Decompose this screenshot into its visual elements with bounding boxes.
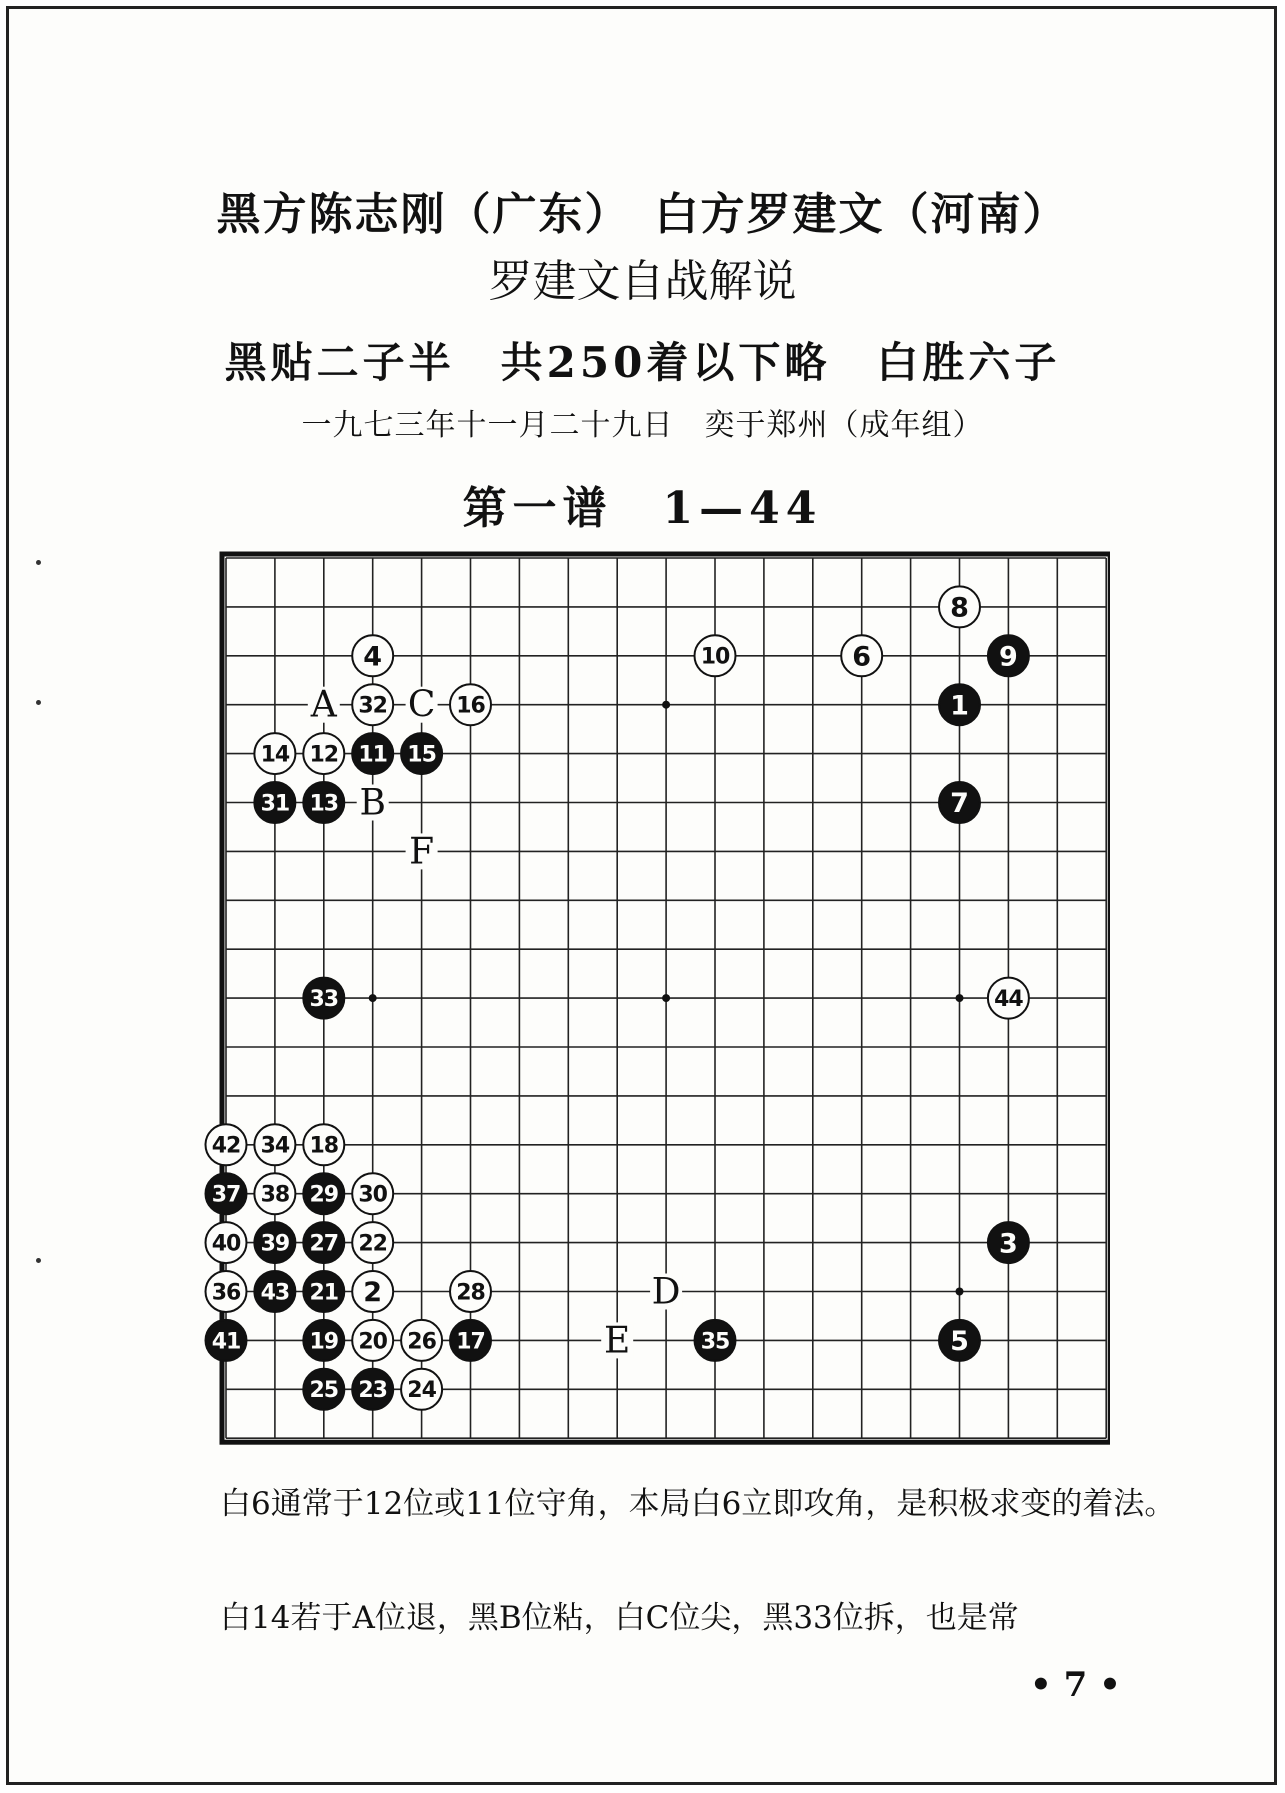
stone-number: 21 — [309, 1280, 339, 1306]
stone-number: 32 — [358, 693, 388, 719]
date-place-line: 一九七三年十一月二十九日 奕于郑州（成年组） — [301, 408, 984, 443]
stone-number: 4 — [363, 641, 383, 673]
stone-number: 42 — [211, 1133, 241, 1159]
stone-number: 20 — [358, 1329, 388, 1355]
commentary-paragraph-2: 白14若于A位退，黑B位粘，白C位尖，黑33位拆，也是常 — [220, 1600, 1019, 1636]
stone-number: 38 — [260, 1182, 290, 1208]
stone-number: 29 — [309, 1182, 339, 1208]
stone-number: 33 — [309, 987, 339, 1013]
stone-number: 17 — [456, 1329, 485, 1355]
stone-number: 44 — [994, 987, 1023, 1013]
scan-speck — [36, 1258, 41, 1263]
stone-number: 14 — [260, 742, 290, 768]
stone-number: 28 — [456, 1280, 485, 1306]
star-point — [956, 1288, 964, 1296]
commentary-paragraph-1: 白6通常于12位或11位守角，本局白6立即攻角，是积极求变的着法。 — [220, 1486, 1176, 1522]
scan-speck — [36, 700, 41, 705]
stone-number: 31 — [260, 791, 290, 817]
star-point — [662, 701, 670, 709]
stone-number: 11 — [358, 742, 388, 768]
chapter-heading: 第一谱 1—44 — [462, 483, 823, 534]
stone-number: 27 — [309, 1231, 339, 1257]
marker-D: D — [651, 1271, 681, 1313]
star-point — [369, 994, 377, 1002]
stone-number: 5 — [950, 1326, 969, 1358]
stone-number: 13 — [309, 791, 339, 817]
stone-number: 3 — [999, 1228, 1018, 1260]
stone-number: 37 — [211, 1182, 241, 1208]
stone-number: 24 — [407, 1378, 436, 1404]
stone-number: 35 — [700, 1329, 730, 1355]
marker-E: E — [604, 1320, 631, 1362]
stone-number: 36 — [211, 1280, 241, 1306]
stone-number: 25 — [309, 1378, 339, 1404]
stone-number: 8 — [950, 592, 969, 624]
stone-number: 34 — [260, 1133, 290, 1159]
star-point — [956, 994, 964, 1002]
stone-number: 9 — [999, 641, 1018, 673]
stone-number: 30 — [358, 1182, 388, 1208]
stone-number: 19 — [309, 1329, 339, 1355]
stone-number: 41 — [211, 1329, 241, 1355]
stone-number: 18 — [309, 1133, 339, 1159]
stone-number: 7 — [950, 788, 969, 820]
stone-number: 43 — [260, 1280, 290, 1306]
marker-C: C — [407, 684, 436, 726]
stone-number: 15 — [407, 742, 436, 768]
stone-number: 12 — [309, 742, 339, 768]
players-heading: 黑方陈志刚（广东） 白方罗建文（河南） — [216, 189, 1069, 240]
stone-number: 1 — [950, 690, 969, 722]
subtitle-heading: 罗建文自战解说 — [488, 256, 797, 307]
stone-number: 23 — [358, 1378, 388, 1404]
game-info-line: 黑贴二子半 共250着以下略 白胜六子 — [224, 338, 1061, 387]
star-point — [662, 994, 670, 1002]
stone-number: 16 — [456, 693, 485, 719]
stone-number: 22 — [358, 1231, 388, 1257]
stone-number: 39 — [260, 1231, 290, 1257]
marker-A: A — [310, 684, 337, 726]
stone-number: 2 — [363, 1277, 383, 1309]
page-number: • 7 • — [1030, 1665, 1121, 1705]
stone-number: 6 — [852, 641, 872, 673]
marker-B: B — [359, 782, 386, 824]
stone-number: 10 — [700, 644, 730, 670]
marker-F: F — [409, 831, 435, 873]
scan-speck — [36, 560, 41, 565]
stone-number: 26 — [407, 1329, 436, 1355]
stone-number: 40 — [211, 1231, 241, 1257]
go-board-diagram — [180, 540, 1110, 1460]
